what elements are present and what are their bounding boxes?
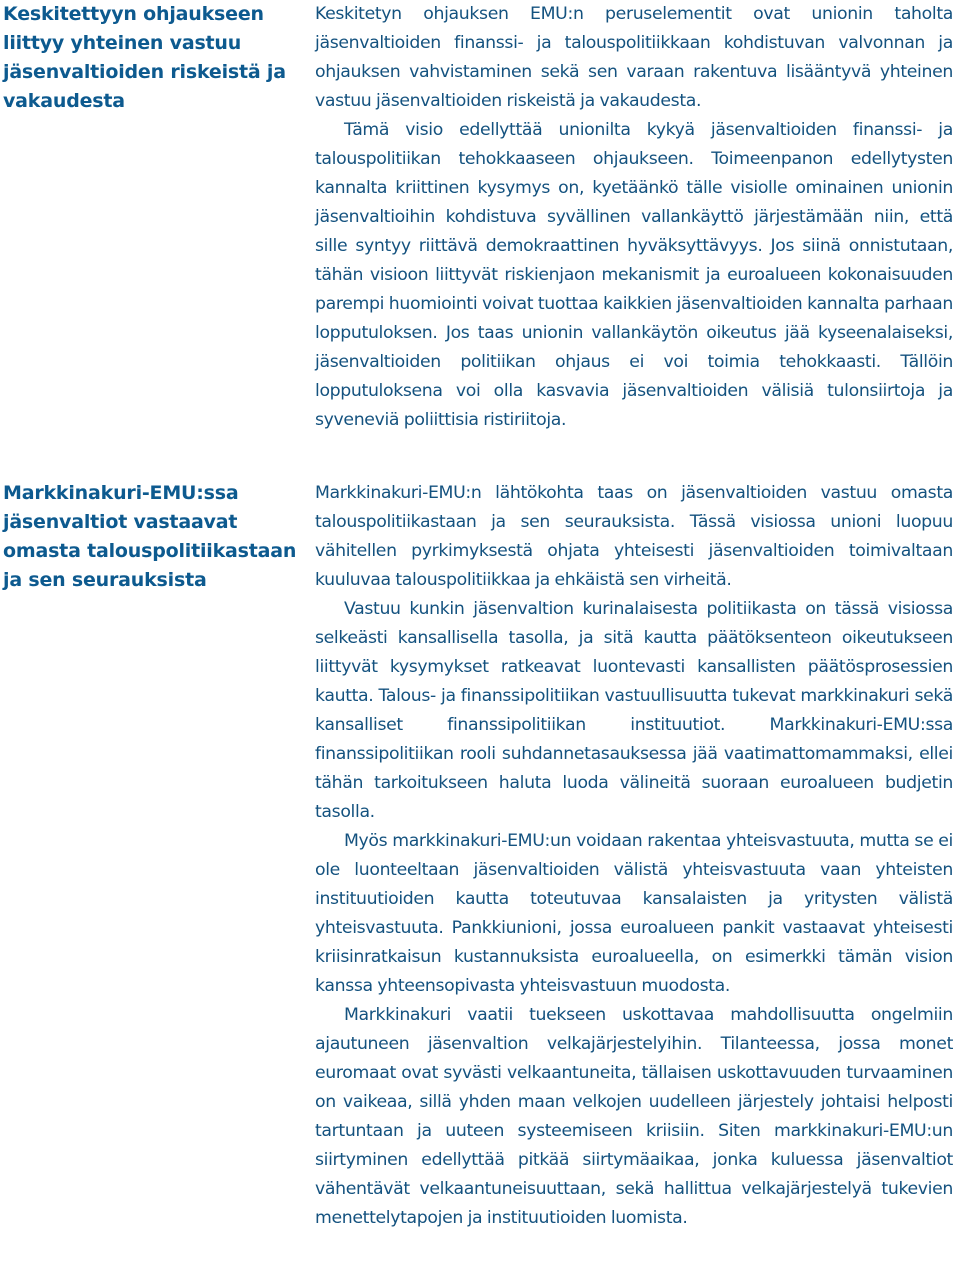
section-body bbox=[315, 0, 953, 435]
section-heading: Keskitettyyn ohjaukseen liittyy yhteinen vastuu jäsenvaltioiden riskeistä ja vakaudesta bbox=[3, 3, 286, 112]
body-paragraph: Markkinakuri vaatii tuekseen uskottavaa mahdollisuutta ongelmiin ajautuneen jäsenvaltion velkajärjestelyihin. Tilanteessa, jossa monet euromaat ovat syvästi velkaantuneita, tällaisen uskottavuuden turvaaminen on vaikeaa, sillä yhden maan velkojen uudelleen järjestely johtaisi helposti tartuntaan ja uuteen systeemiseen kriisiin. Siten markkinakuri-EMU:un siirtyminen edellyttää pitkää siirtymäaikaa, jonka kuluessa jäsenvaltiot vähentävät velkaantuneisuuttaan, sekä hallittua velkajärjestelyä tukevien menettelytapojen ja instituutioiden luomista. bbox=[315, 1005, 953, 1228]
body-paragraph: Markkinakuri-EMU:n lähtökohta taas on jäsenvaltioiden vastuu omasta talouspolitiikastaan ja sen seurauksista. Tässä visiossa unioni luopuu vähitellen pyrkimyksestä ohjata yhteisesti jäsenvaltioiden toimivaltaan kuuluvaa talouspolitiikkaa ja ehkäistä sen virheitä. bbox=[315, 483, 953, 590]
body-paragraph: Tämä visio edellyttää unionilta kykyä jäsenvaltioiden finanssi- ja talouspolitiikan tehokkaaseen ohjaukseen. Toimeenpanon edellytysten kannalta kriittinen kysymys on, kyetäänkö tälle visiolle ominainen unionin jäsenvaltioihin kohdistuva syvällinen vallankäyttö järjestämään niin, että sille syntyy riittävä demokraattinen hyväksyttävyys. Jos siinä onnistutaan, tähän visioon liittyvät riskienjaon mekanismit ja euroalueen kokonaisuuden parempi huomiointi voivat tuottaa kaikkien jäsenvaltioiden kannalta parhaan lopputuloksen. Jos taas unionin vallankäytön oikeutus jää kyseenalaiseksi, jäsenvaltioiden politiikan ohjaus ei voi toimia tehokkaasti. Tällöin lopputuloksena voi olla kasvavia jäsenvaltioiden välisiä tulonsiirtoja ja syveneviä poliittisia ristiriitoja. bbox=[315, 120, 953, 430]
section-heading: Markkinakuri-EMU:ssa jäsenvaltiot vastaavat omasta talouspolitiikastaan ja sen seurauksista bbox=[3, 482, 297, 591]
body-paragraph: Myös markkinakuri-EMU:un voidaan rakentaa yhteisvastuuta, mutta se ei ole luonteeltaan jäsenvaltioiden välistä yhteisvastuuta vaan yhteisten instituutioiden kautta toteutuvaa kansalaisten ja yritysten välistä yhteisvastuuta. Pankkiunioni, jossa euroalueen pankit vastaavat yhteisesti kriisinratkaisun kustannuksista euroalueella, on esimerkki tämän vision kanssa yhteensopivasta yhteisvastuun muodosta. bbox=[315, 831, 953, 996]
body-paragraph: Vastuu kunkin jäsenvaltion kurinalaisesta politiikasta on tässä visiossa selkeästi kansallisella tasolla, ja sitä kautta päätöksenteon oikeutukseen liittyvät kysymykset ratkeavat luontevasti kansallisten päätösprosessien kautta. Talous- ja finanssipolitiikan vastuullisuutta tukevat markkinakuri sekä kansalliset finanssipolitiikan instituutiot. Markkinakuri-EMU:ssa finanssipolitiikan rooli suhdannetasauksessa jää vaatimattomammaksi, ellei tähän tarkoitukseen haluta luoda välineitä suoraan euroalueen budjetin tasolla. bbox=[315, 599, 953, 822]
body-paragraph: Keskitetyn ohjauksen EMU:n peruselementit ovat unionin taholta jäsenvaltioiden finanssi- ja talouspolitiikkaan kohdistuvan valvonnan ja ohjauksen vahvistaminen sekä sen varaan rakentuva lisääntyvä yhteinen vastuu jäsenvaltioiden riskeistä ja vakaudesta. bbox=[315, 4, 953, 111]
section-body bbox=[315, 479, 953, 1233]
